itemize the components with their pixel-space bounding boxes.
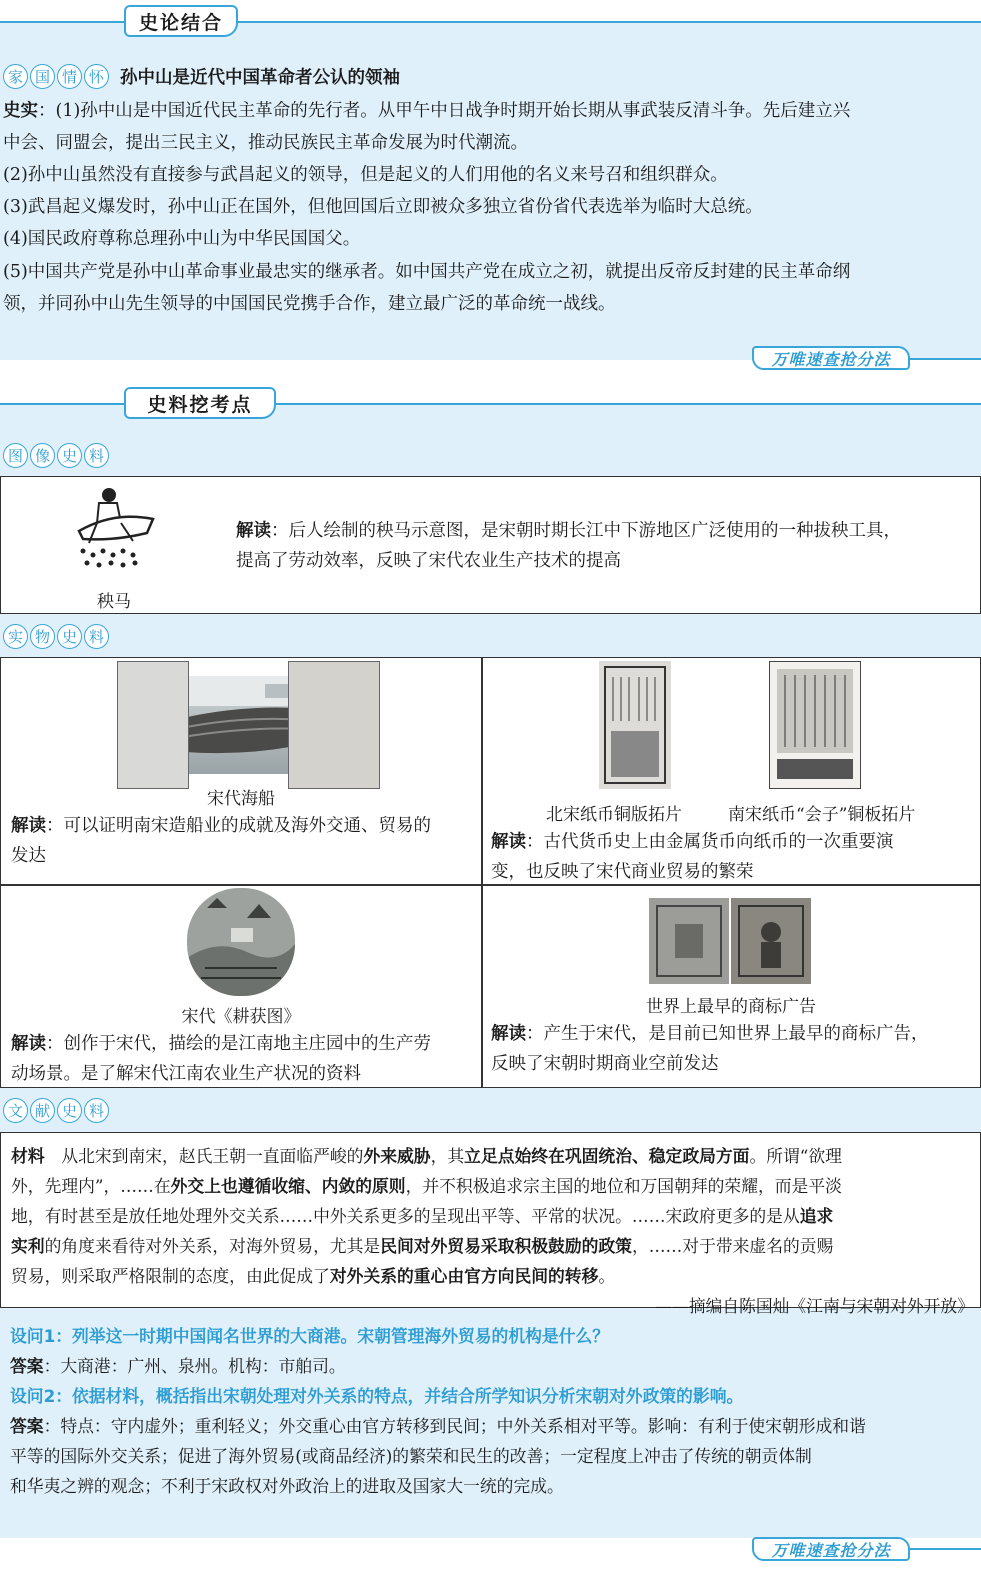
answer-2-line-2: 和华夷之辨的观念；不利于宋政权对外政治上的进取及国家大一统的完成。 (10, 1476, 564, 1496)
badge-char: 史 (57, 624, 82, 649)
genghuo-text-1: 动场景。是了解宋代江南农业生产状况的资料 (11, 1064, 361, 1084)
material-bold: 外交上也遵循收缩、内敛的原则 (170, 1176, 406, 1196)
material-bold: 实利 (11, 1236, 45, 1256)
badge-char: 图 (3, 443, 28, 468)
badge-char: 料 (84, 1098, 109, 1123)
yangma-text-1: 提高了劳动效率，反映了宋代农业生产技术的提高 (236, 551, 621, 571)
material-source: ——摘编自陈国灿《江南与宋朝对外开放》 (655, 1296, 974, 1316)
genghuo-caption: 宋代《耕获图》 (181, 1007, 301, 1027)
badge-char: 家 (3, 64, 28, 89)
brand-badge: 万唯速查抢分法 (752, 1537, 910, 1561)
brand-line (908, 358, 981, 360)
answer-label: 答案 (10, 1356, 44, 1376)
genghuo-text: ：创作于宋代，描绘的是江南地主庄园中的生产劳 (46, 1034, 431, 1054)
answer-1 (10, 1350, 346, 1382)
answer-label: 答案 (10, 1416, 44, 1436)
material-text: 地，有时甚至是放任地处理外交关系……中外关系更多的呈现出平等、平常的状况。……宋政府更多的是从 (11, 1206, 800, 1226)
huizi-rubbing (769, 661, 861, 789)
shishi-label: 史实 (3, 101, 38, 121)
trademark-text: ：产生于宋代，是目前已知世界上最早的商标广告， (526, 1024, 929, 1044)
objects-grid (0, 657, 981, 1088)
section1-line-3: (3)武昌起义爆发时，孙中山正在国外，但他回国后立即被众多独立省份省代表选举为临时大总统。 (3, 197, 763, 217)
badge-char: 像 (30, 443, 55, 468)
badge-char: 物 (30, 624, 55, 649)
badge-char: 实 (3, 624, 28, 649)
badge-char: 文 (3, 1098, 28, 1123)
material-line-0 (11, 1141, 842, 1171)
material-text: ，并不积极追求宗主国的地位和万国朝拜的荣耀，而是平淡 (405, 1176, 842, 1196)
badge-char: 怀 (84, 64, 109, 89)
jiaozi-image (117, 661, 189, 789)
material-text: ，其 (430, 1146, 465, 1166)
material-bold: 民间对外贸易采取积极鼓励的政策 (380, 1236, 632, 1256)
material-text: 贸易，则采取严格限制的态度，由此促成了 (11, 1266, 330, 1286)
material-text: 从北宋到南宋，赵氏王朝一直面临严峻的 (44, 1146, 364, 1166)
trademark-image (649, 898, 811, 984)
jiedu-label: 解读 (236, 521, 271, 541)
material-line-1 (11, 1171, 842, 1201)
yangma-text: ：后人绘制的秧马示意图，是宋朝时期长江中下游地区广泛使用的一种拔秧工具， (271, 521, 901, 541)
material-bold: 追求 (799, 1206, 834, 1226)
jiaozi-rubbing (599, 661, 671, 789)
material-bold: 对外关系的重心由官方向民间的转移 (329, 1266, 599, 1286)
brand-badge: 万唯速查抢分法 (752, 346, 910, 370)
ship-text-0 (11, 810, 431, 842)
material-text: 外，先理内”，……在 (11, 1176, 171, 1196)
answer-2-line-0 (10, 1410, 866, 1442)
answer-text: ：特点：守内虚外；重利轻义；外交重心由官方转移到民间；中外关系相对平等。影响：有利于使宋朝形成和谐 (43, 1416, 866, 1436)
badge-char: 料 (84, 443, 109, 468)
huizi-image (288, 661, 380, 789)
section1-heading: 孙中山是近代中国革命者公认的领袖 (120, 68, 400, 88)
section1-line-5: (5)中国共产党是孙中山革命事业最忠实的继承者。如中国共产党在成立之初，就提出反帝反封建的民主革命纲 (3, 262, 851, 282)
jiedu-label: 解读 (491, 1024, 526, 1044)
money-text-1: 变，也反映了宋代商业贸易的繁荣 (491, 862, 754, 882)
section1-tab: 史论结合 (124, 5, 238, 37)
section2-tab: 史料挖考点 (124, 387, 276, 419)
material-bold: 外来威胁 (363, 1146, 431, 1166)
brand-line (908, 1548, 981, 1550)
material-line-2 (11, 1201, 833, 1231)
badge-tuxiangshiliao (3, 443, 109, 468)
badge-char: 史 (57, 443, 82, 468)
material-text: 的角度来看待对外关系，对海外贸易，尤其是 (44, 1236, 381, 1256)
ship-text: ：可以证明南宋造船业的成就及海外交通、贸易的 (46, 816, 431, 836)
material-text: ，……对于带来虚名的贡赐 (631, 1236, 834, 1256)
material-line-4 (11, 1261, 615, 1291)
jiedu-label: 解读 (11, 816, 46, 836)
badge-char: 情 (57, 64, 82, 89)
trademark-caption: 世界上最早的商标广告 (646, 997, 816, 1017)
ship-caption: 宋代海船 (207, 789, 275, 809)
material-bold: 立足点始终在巩固统治、稳定政局方面 (464, 1146, 750, 1166)
section1-line-0 (3, 95, 850, 127)
badge-char: 料 (84, 624, 109, 649)
trademark-text-0 (491, 1018, 929, 1050)
section1-line-6: 领，并同孙中山先生领导的中国国民党携手合作，建立最广泛的革命统一战线。 (3, 294, 616, 314)
badge-char: 史 (57, 1098, 82, 1123)
genghuo-text-0 (11, 1028, 431, 1060)
material-line-3 (11, 1231, 833, 1261)
badge-char: 国 (30, 64, 55, 89)
section1-line-4: (4)国民政府尊称总理孙中山为中华民国国父。 (3, 229, 361, 249)
money-text: ：古代货币史上由金属货币向纸币的一次重要演 (526, 832, 894, 852)
material-text: 。 (598, 1266, 616, 1286)
yangma-text-0 (236, 515, 901, 547)
section1-text: ：(1)孙中山是中国近代民主革命的先行者。从甲午中日战争时期开始长期从事武装反清斗争。先后建立兴 (38, 101, 851, 121)
grid-vline (481, 658, 483, 1087)
badge-wenxianshiliao (3, 1098, 109, 1123)
question-2: 设问2：依据材料，概括指出宋朝处理对外关系的特点，并结合所学知识分析宋朝对外政策的影响。 (10, 1386, 744, 1406)
material-text: 。所谓“欲理 (749, 1146, 842, 1166)
yangma-image (69, 481, 159, 577)
badge-shiwushiliao (3, 624, 109, 649)
trademark-text-1: 反映了宋朝时期商业空前发达 (491, 1054, 719, 1074)
money-text-0 (491, 826, 894, 858)
yangma-box (0, 476, 981, 614)
jiaozi-caption: 北宋纸币铜版拓片 (546, 805, 682, 825)
section1-line-1: 中会、同盟会，提出三民主义，推动民族民主革命发展为时代潮流。 (3, 133, 528, 153)
ship-text-1: 发达 (11, 846, 46, 866)
badge-char: 献 (30, 1098, 55, 1123)
jiedu-label: 解读 (491, 832, 526, 852)
yangma-caption: 秧马 (97, 592, 131, 612)
question-1: 设问1：列举这一时期中国闻名世界的大商港。宋朝管理海外贸易的机构是什么？ (10, 1326, 610, 1346)
badge-jiaguoqinghuai (3, 64, 109, 89)
jiedu-label: 解读 (11, 1034, 46, 1054)
section1-line-2: (2)孙中山虽然没有直接参与武昌起义的领导，但是起义的人们用他的名义来号召和组织群众。 (3, 165, 728, 185)
answer-2-line-1: 平等的国际外交关系；促进了海外贸易(或商品经济)的繁荣和民生的改善；一定程度上冲击了传统的朝贡体制 (10, 1446, 812, 1466)
document-box (0, 1132, 981, 1316)
answer-text: ：大商港：广州、泉州。机构：市舶司。 (43, 1356, 346, 1376)
genghuo-image (187, 888, 295, 996)
material-label: 材料 (11, 1146, 45, 1166)
huizi-caption: 南宋纸币“会子”铜板拓片 (728, 805, 916, 825)
